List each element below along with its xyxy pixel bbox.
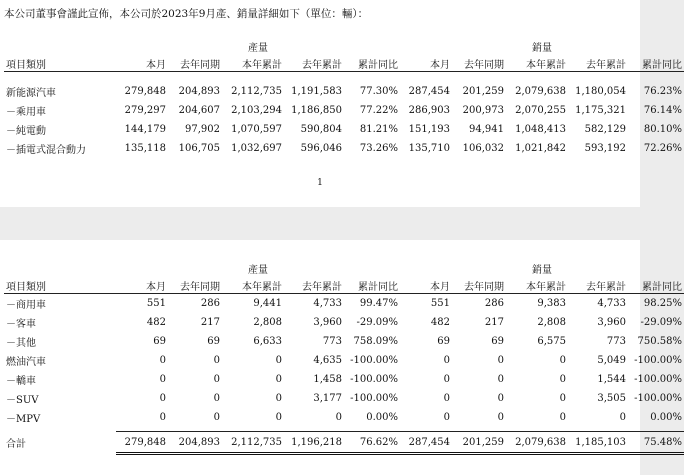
table-cell: 1,070,597	[231, 124, 282, 135]
table-cell: 1,021,842	[515, 143, 567, 154]
table-cell: 201,259	[462, 86, 505, 97]
table-row	[4, 408, 684, 427]
table-cell: 0	[497, 412, 505, 423]
column-header: 累計同比	[344, 54, 400, 72]
column-header: 本月	[400, 276, 452, 294]
total-cell: 2,079,638	[506, 432, 568, 454]
table-cell: 77.22%	[359, 105, 399, 116]
table-cell: 76.14%	[643, 105, 683, 116]
table-cell: 750.58%	[637, 336, 683, 347]
table-cell: 106,032	[462, 143, 505, 154]
table-cell: 3,960	[313, 317, 342, 328]
table-cell: 69	[207, 336, 220, 347]
total-cell: 204,893	[168, 432, 222, 454]
table-cell: 2,103,294	[231, 105, 282, 116]
table-cell: 76.23%	[643, 86, 683, 97]
column-header: 去年同期	[168, 276, 222, 294]
row-label: －MPV	[6, 414, 41, 425]
column-header: 累計同比	[344, 276, 400, 294]
column-header: 去年同期	[452, 54, 506, 72]
table-cell: 1,175,321	[575, 105, 627, 116]
table-cell: 9,441	[253, 298, 282, 309]
column-header: 去年累計	[284, 54, 344, 72]
table-cell: 1,186,850	[291, 105, 342, 116]
production-sales-table-part-1	[4, 36, 684, 158]
column-header: 累計同比	[628, 276, 684, 294]
row-label: －SUV	[6, 395, 39, 406]
column-header: 本月	[400, 54, 452, 72]
row-label: －乘用車	[6, 107, 46, 118]
table-cell: -100.00%	[634, 355, 683, 366]
table-cell: 0	[559, 393, 567, 404]
table-cell: 0	[497, 355, 505, 366]
table-cell: 204,607	[178, 105, 220, 116]
table-cell: 0	[213, 355, 220, 366]
table-cell: 0	[213, 393, 220, 404]
table-cell: 3,505	[597, 393, 627, 404]
table-row	[4, 294, 684, 314]
row-label: 新能源汽車	[6, 88, 56, 99]
table-cell: 1,191,583	[291, 86, 342, 97]
table-cell: 0	[443, 393, 451, 404]
table-cell: -100.00%	[350, 355, 399, 366]
table-cell: 94,941	[469, 124, 505, 135]
production-sales-table-part-2	[4, 258, 684, 455]
category-header: 項目類別	[4, 54, 116, 72]
column-header: 去年累計	[284, 276, 344, 294]
table-cell: 0	[275, 374, 282, 385]
column-header: 去年累計	[568, 54, 628, 72]
table-row	[4, 313, 684, 332]
table-cell: -29.09%	[356, 317, 399, 328]
table-cell: 69	[491, 336, 505, 347]
table-cell: 551	[146, 298, 166, 309]
document-page-2	[0, 240, 683, 475]
table-cell: 72.26%	[643, 143, 683, 154]
column-header: 去年同期	[168, 54, 222, 72]
total-cell: 201,259	[452, 432, 506, 454]
table-cell: 4,635	[313, 355, 342, 366]
table-cell: 279,297	[124, 105, 166, 116]
table-cell: 287,454	[408, 86, 451, 97]
column-header: 本年累計	[222, 54, 284, 72]
table-cell: 151,193	[408, 124, 451, 135]
table-cell: 6,575	[537, 336, 567, 347]
table-cell: 77.30%	[359, 86, 399, 97]
table-cell: 97,902	[185, 124, 220, 135]
column-header: 本月	[116, 276, 168, 294]
table-cell: -100.00%	[634, 374, 683, 385]
table-cell: 2,808	[537, 317, 567, 328]
table-cell: 482	[430, 317, 451, 328]
table-row	[4, 389, 684, 408]
table-cell: 135,118	[124, 143, 166, 154]
table-cell: 0	[213, 374, 220, 385]
table-row	[4, 120, 684, 139]
total-cell: 1,185,103	[568, 432, 628, 454]
table-cell: 2,112,735	[231, 86, 282, 97]
table-cell: 6,633	[253, 336, 282, 347]
table-cell: 279,848	[124, 86, 166, 97]
table-cell: 2,079,638	[515, 86, 567, 97]
total-cell: 76.62%	[344, 432, 400, 454]
table-cell: 286	[200, 298, 220, 309]
table-cell: 773	[606, 336, 627, 347]
row-label: －商用車	[6, 300, 46, 311]
table-row	[4, 82, 684, 101]
column-header: 本年累計	[506, 276, 568, 294]
table-cell: 2,070,255	[515, 105, 567, 116]
table-cell: 98.25%	[643, 298, 683, 309]
table-cell: 1,544	[597, 374, 627, 385]
table-cell: 0	[443, 355, 451, 366]
table-cell: 286	[484, 298, 505, 309]
table-cell: 3,177	[313, 393, 342, 404]
total-cell: 75.48%	[628, 432, 684, 454]
total-cell: 1,196,218	[284, 432, 344, 454]
table-cell: 3,960	[597, 317, 627, 328]
column-header: 去年累計	[568, 276, 628, 294]
total-label: 合計	[6, 439, 26, 450]
total-cell: 279,848	[116, 432, 168, 454]
intro-text: 本公司董事會謹此宣佈，本公司於2023年9月產、銷量詳細如下（單位：輛）：	[4, 8, 369, 20]
table-cell: 1,048,413	[515, 124, 567, 135]
table-cell: 217	[200, 317, 220, 328]
table-cell: 69	[437, 336, 451, 347]
column-header: 本年累計	[506, 54, 568, 72]
sales-group-header: 銷量	[532, 43, 553, 54]
table-cell: 0	[159, 374, 166, 385]
table-cell: 4,733	[597, 298, 627, 309]
column-header: 去年同期	[452, 276, 506, 294]
table-cell: 0	[275, 393, 282, 404]
table-cell: 0	[159, 412, 166, 423]
page-number: 1	[317, 178, 323, 188]
row-label: －插電式混合動力	[6, 145, 86, 156]
sales-group-header: 銷量	[532, 265, 553, 276]
table-cell: 0	[213, 412, 220, 423]
table-cell: 0	[443, 412, 451, 423]
table-cell: 0	[443, 374, 451, 385]
table-cell: 0	[559, 412, 567, 423]
table-cell: 590,804	[300, 124, 342, 135]
table-cell: 758.09%	[353, 336, 399, 347]
table-cell: 144,179	[124, 124, 166, 135]
table-cell: 1,180,054	[575, 86, 627, 97]
table-cell: 5,049	[597, 355, 627, 366]
table-cell: 106,705	[178, 143, 220, 154]
table-cell: 9,383	[537, 298, 567, 309]
row-label: －客車	[6, 319, 36, 330]
table-cell: 69	[153, 336, 166, 347]
table-cell: 551	[430, 298, 451, 309]
table-row	[4, 101, 684, 120]
table-cell: 217	[484, 317, 505, 328]
table-cell: 0	[497, 393, 505, 404]
table-cell: -29.09%	[640, 317, 683, 328]
table-cell: 0	[497, 374, 505, 385]
column-header: 本年累計	[222, 276, 284, 294]
table-cell: -100.00%	[634, 393, 683, 404]
row-label: －純電動	[6, 126, 46, 137]
table-row	[4, 139, 684, 158]
table-cell: 0	[559, 355, 567, 366]
table-cell: 1,032,697	[231, 143, 282, 154]
column-header-row	[4, 54, 684, 72]
table-cell: 596,046	[300, 143, 342, 154]
total-row	[4, 432, 684, 454]
table-cell: 4,733	[313, 298, 342, 309]
table-cell: 0.00%	[366, 412, 399, 423]
table-cell: -100.00%	[350, 374, 399, 385]
table-cell: 482	[146, 317, 166, 328]
total-cell: 2,112,735	[222, 432, 284, 454]
table-cell: 1,458	[313, 374, 342, 385]
table-cell: 0	[275, 355, 282, 366]
table-cell: 0	[159, 393, 166, 404]
table-cell: 286,903	[408, 105, 451, 116]
table-cell: 582,129	[584, 124, 627, 135]
table-cell: 2,808	[253, 317, 282, 328]
table-cell: 0.00%	[650, 412, 683, 423]
column-header-row	[4, 276, 684, 294]
table-cell: 80.10%	[643, 124, 683, 135]
row-label: －其他	[6, 338, 36, 349]
table-row	[4, 370, 684, 389]
production-group-header: 產量	[248, 265, 268, 276]
table-cell: 593,192	[584, 143, 627, 154]
row-label: 燃油汽車	[6, 357, 46, 368]
table-row	[4, 351, 684, 370]
total-cell: 287,454	[400, 432, 452, 454]
production-group-header: 產量	[248, 43, 268, 54]
table-cell: 135,710	[408, 143, 451, 154]
table-cell: 0	[275, 412, 282, 423]
table-row	[4, 332, 684, 351]
table-cell: 0	[559, 374, 567, 385]
table-cell: 200,973	[462, 105, 505, 116]
document-page-1	[0, 0, 683, 207]
column-header: 本月	[116, 54, 168, 72]
table-cell: 81.21%	[359, 124, 399, 135]
category-header: 項目類別	[4, 276, 116, 294]
table-cell: 0	[619, 412, 627, 423]
table-cell: 773	[322, 336, 342, 347]
table-cell: -100.00%	[350, 393, 399, 404]
table-cell: 0	[159, 355, 166, 366]
column-header: 累計同比	[628, 54, 684, 72]
table-cell: 204,893	[178, 86, 220, 97]
table-cell: 99.47%	[359, 298, 399, 309]
row-label: －轎車	[6, 376, 36, 387]
table-cell: 0	[335, 412, 342, 423]
table-cell: 73.26%	[359, 143, 399, 154]
